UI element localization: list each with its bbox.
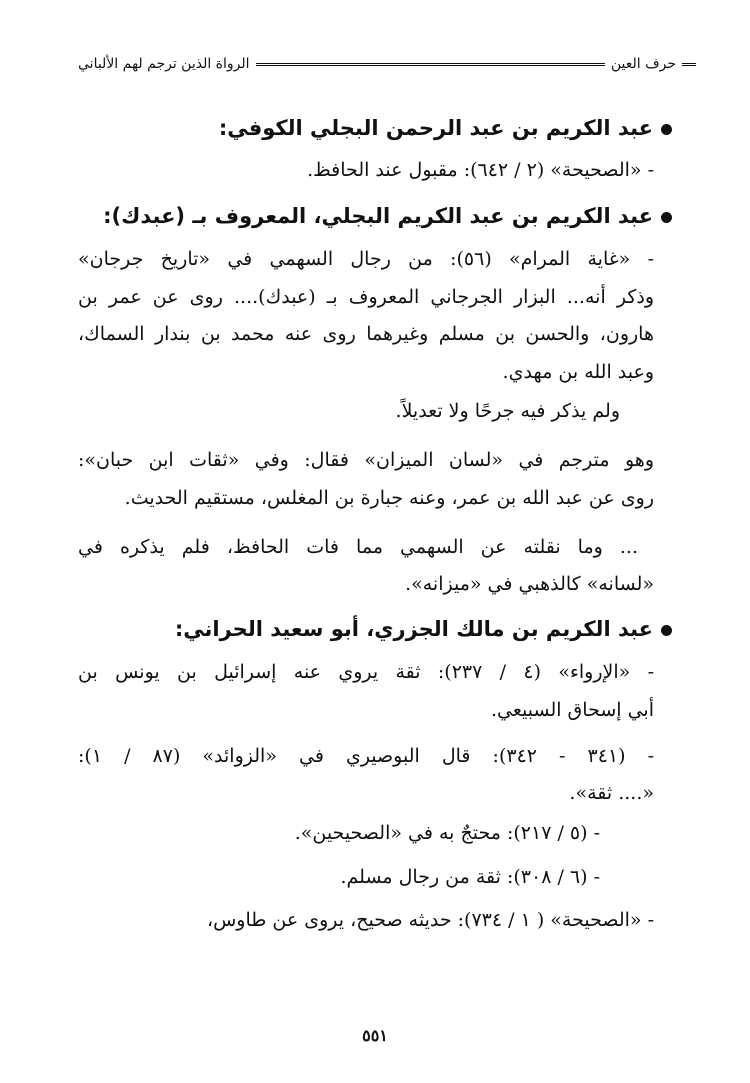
- entry-line: - «الصحيحة» ( ١ / ٧٣٤): حديثه صحيح، يروى عن طاوس،: [206, 909, 654, 931]
- entry-heading: [78, 614, 672, 644]
- running-header: [78, 52, 696, 76]
- entry-heading-text: عبد الكريم بن عبد الكريم البجلي، المعروف بـ (عبدك):: [103, 204, 653, 228]
- entry-line: «لسانه» كالذهبي في «ميزانه».: [405, 573, 654, 595]
- entry-line: - «الصحيحة» (٢ / ٦٤٢): مقبول عند الحافظ.: [307, 159, 654, 181]
- entry-heading: [78, 201, 672, 231]
- entry-line: - «الإرواء» (٤ / ٢٣٧): ثقة يروي عنه إسرائيل بن يونس بن: [78, 661, 654, 683]
- header-rule: [256, 63, 605, 66]
- entry-line: - (٦ / ٣٠٨): ثقة من رجال مسلم.: [340, 866, 600, 888]
- entry-line: هارون، والحسن بن مسلم وغيرهما روى عنه محمد بن بندار السماك،: [78, 323, 654, 345]
- entry-line: ولم يذكر فيه جرحًا ولا تعديلاً.: [395, 400, 620, 422]
- entry-line: أبي إسحاق السبيعي.: [490, 699, 654, 721]
- entry-line: وذكر أنه... البزار الجرجاني المعروف بـ (عبدك).... روى عن عمر بن: [78, 286, 654, 308]
- header-right-title: الرواة الذين ترجم لهم الألباني: [78, 56, 250, 72]
- page-number: ٥٥١: [362, 1026, 388, 1045]
- entry-line: - (٥ / ٢١٧): محتجٌ به في «الصحيحين».: [294, 822, 600, 844]
- entry-heading: [78, 113, 672, 143]
- entry-line: - «غاية المرام» (٥٦): من رجال السهمي في «تاريخ جرجان»: [78, 248, 654, 270]
- entry-line: ... وما نقلته عن السهمي مما فات الحافظ، فلم يذكره في: [78, 536, 638, 558]
- entry-line: - (٣٤١ - ٣٤٢): قال البوصيري في «الزوائد» (٨٧ / ١):: [78, 745, 655, 767]
- entry-line: روى عن عبد الله بن عمر، وعنه جبارة بن المغلس، مستقيم الحديث.: [124, 487, 654, 509]
- bullet-icon: [661, 124, 672, 135]
- bullet-icon: [661, 212, 672, 223]
- entry-line: وعبد الله بن مهدي.: [502, 361, 654, 383]
- entry-line: وهو مترجم في «لسان الميزان» فقال: وفي «ثقات ابن حبان»:: [78, 449, 654, 471]
- entry-line: «.... ثقة».: [569, 782, 654, 804]
- header-rule-lead: [682, 63, 696, 66]
- entry-heading-text: عبد الكريم بن عبد الرحمن البجلي الكوفي:: [218, 116, 653, 140]
- bullet-icon: [661, 625, 672, 636]
- header-left-title: حرف العين: [610, 56, 676, 72]
- entry-heading-text: عبد الكريم بن مالك الجزري، أبو سعيد الحراني:: [174, 617, 653, 641]
